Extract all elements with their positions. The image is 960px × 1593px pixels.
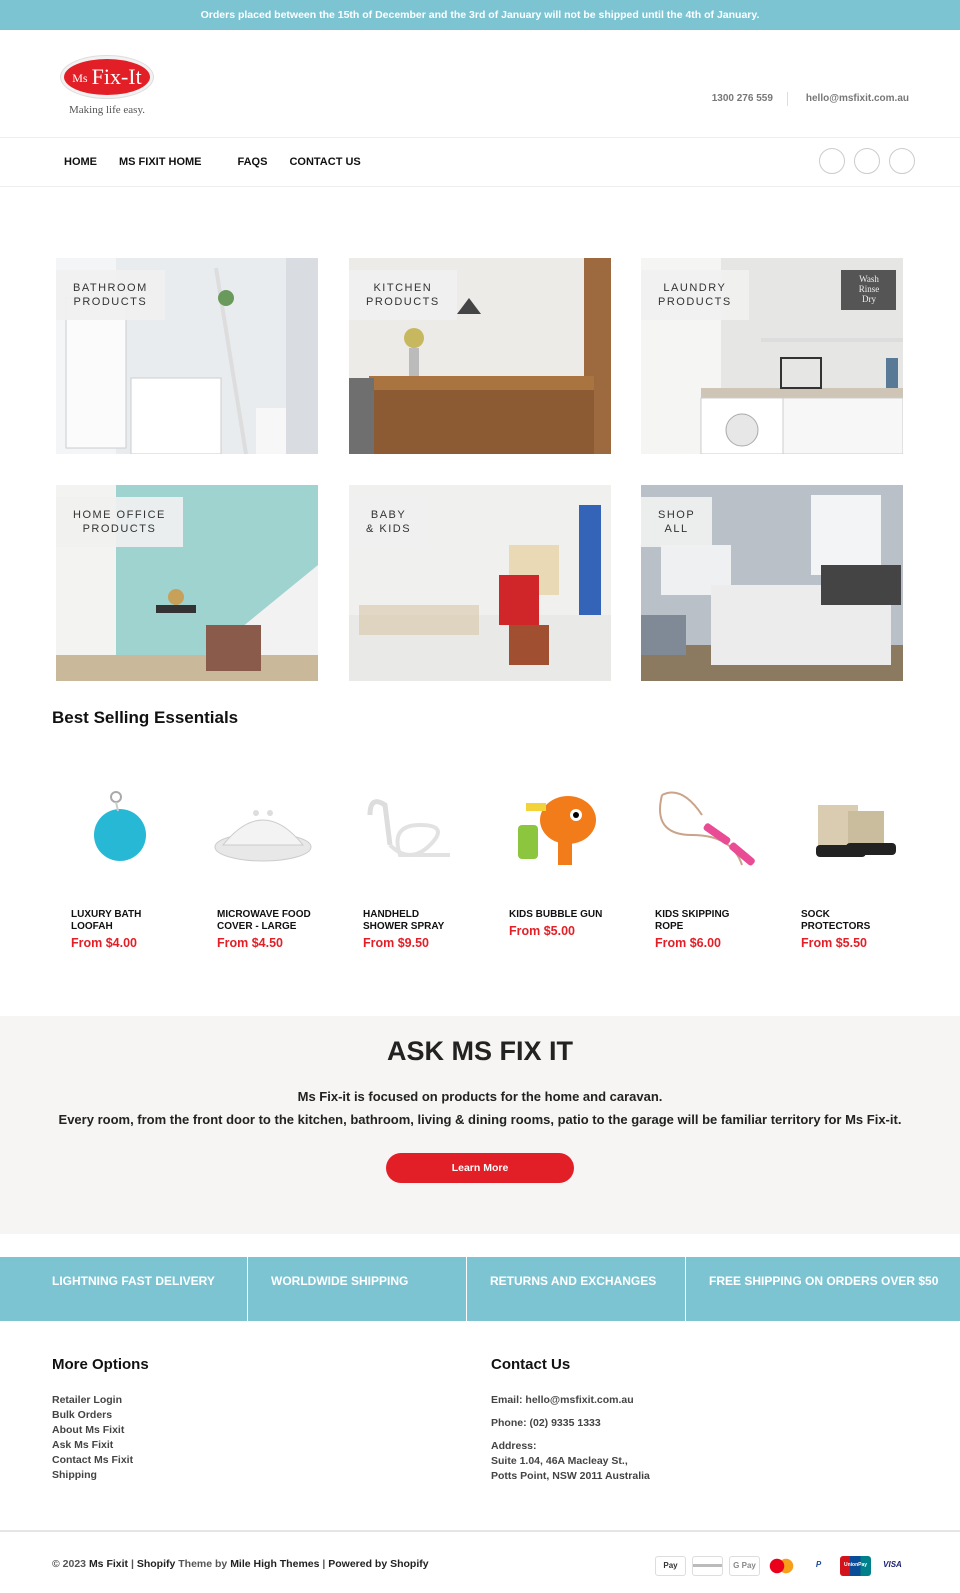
footer-link-contact[interactable]: Contact Ms Fixit <box>52 1454 134 1466</box>
product-name: HANDHELD SHOWER SPRAY <box>363 909 445 932</box>
mastercard-icon <box>766 1556 797 1576</box>
logo-fixit: Fix-It <box>91 64 142 89</box>
footer-bottom <box>0 1530 960 1593</box>
announcement-bar: Orders placed between the 15th of December and the 3rd of January will not be shipped until the 4th of January. <box>0 0 960 30</box>
copyright-sep-2: | <box>322 1558 326 1570</box>
collection-home-office[interactable] <box>56 485 318 681</box>
collection-label: HOME OFFICE PRODUCTS <box>56 497 183 547</box>
product-name: SOCK PROTECTORS <box>801 909 871 932</box>
footer-link-bulk-orders[interactable]: Bulk Orders <box>52 1409 113 1421</box>
header-contact <box>712 93 909 106</box>
header-email[interactable]: hello@msfixit.com.au <box>805 93 909 104</box>
nav-faqs[interactable]: FAQS <box>237 156 268 168</box>
main-nav <box>0 138 960 187</box>
contact-address-1: Suite 1.04, 46A Macleay St., <box>491 1455 628 1467</box>
contact-address-2: Potts Point, NSW 2011 Australia <box>491 1470 650 1482</box>
logo-badge <box>61 56 153 98</box>
copyright <box>52 1558 429 1570</box>
footer-link-about[interactable]: About Ms Fixit <box>52 1424 125 1436</box>
logo[interactable] <box>61 56 157 116</box>
product-name: MICROWAVE FOOD COVER - LARGE <box>217 909 311 932</box>
product-price: From $4.50 <box>217 936 284 950</box>
product-card[interactable] <box>490 775 612 938</box>
logo-ms: Ms <box>72 71 88 85</box>
instagram-icon[interactable] <box>854 148 880 174</box>
product-image <box>788 775 906 887</box>
copyright-shopify-link[interactable]: Shopify <box>136 1558 176 1570</box>
nav-ms-fixit-home[interactable]: MS FIXIT HOME <box>119 156 202 168</box>
feature-returns: RETURNS AND EXCHANGES <box>467 1257 686 1321</box>
product-card[interactable] <box>198 775 320 950</box>
features-band <box>0 1257 960 1321</box>
copyright-store-link[interactable]: Ms Fixit <box>88 1558 129 1570</box>
learn-more-button[interactable]: Learn More <box>386 1153 574 1183</box>
copyright-theme-by: Theme by <box>178 1558 228 1570</box>
social-links <box>819 148 915 174</box>
collection-label: BATHROOM PRODUCTS <box>56 270 165 320</box>
collection-kitchen[interactable] <box>349 258 611 454</box>
laundry-sign-text: Wash Rinse Dry <box>858 274 880 304</box>
footer-link-shipping[interactable]: Shipping <box>52 1469 97 1481</box>
footer-link-ask[interactable]: Ask Ms Fixit <box>52 1439 114 1451</box>
product-price: From $6.00 <box>655 936 722 950</box>
product-image <box>350 775 468 887</box>
copyright-sep-1: | <box>130 1558 134 1570</box>
product-card[interactable] <box>52 775 174 950</box>
collection-bathroom[interactable] <box>56 258 318 454</box>
payment-icons <box>655 1556 908 1576</box>
apple-pay-icon: Pay <box>655 1556 686 1576</box>
product-name: KIDS SKIPPING ROPE <box>655 909 730 932</box>
feature-free-shipping: FREE SHIPPING ON ORDERS OVER $50 <box>709 1274 939 1288</box>
paypal-icon: P <box>803 1556 834 1576</box>
ask-line-2: Every room, from the front door to the kitchen, bathroom, living & dining rooms, patio to the garage will be familiar territory for Ms Fix-it. <box>58 1112 902 1127</box>
footer-more-options <box>52 1356 149 1483</box>
product-image <box>642 775 760 887</box>
ask-ms-fixit-section <box>0 1016 960 1234</box>
copyright-prefix: © 2023 <box>52 1558 87 1570</box>
product-image <box>58 775 176 887</box>
card-icon <box>692 1556 723 1576</box>
contact-phone[interactable]: Phone: (02) 9335 1333 <box>491 1417 601 1429</box>
collection-shop-all[interactable] <box>641 485 903 681</box>
best-selling-title: Best Selling Essentials <box>52 708 239 727</box>
product-price: From $5.00 <box>509 924 576 938</box>
visa-icon: VISA <box>877 1556 908 1576</box>
product-name: KIDS BUBBLE GUN <box>509 909 603 920</box>
collection-label: KITCHEN PRODUCTS <box>349 270 457 320</box>
product-list <box>52 775 908 975</box>
facebook-icon[interactable] <box>819 148 845 174</box>
site-header <box>0 30 960 138</box>
collection-label: LAUNDRY PRODUCTS <box>641 270 749 320</box>
footer-link-retailer-login[interactable]: Retailer Login <box>52 1394 123 1406</box>
copyright-powered-link[interactable]: Powered by Shopify <box>328 1558 429 1570</box>
logo-tagline: Making life easy. <box>69 104 145 116</box>
divider <box>787 92 788 106</box>
product-card[interactable] <box>782 775 904 950</box>
contact-email[interactable]: Email: hello@msfixit.com.au <box>491 1394 634 1406</box>
collection-baby-kids[interactable] <box>349 485 611 681</box>
product-price: From $5.50 <box>801 936 868 950</box>
collection-label: SHOP ALL <box>641 497 712 547</box>
ask-title: ASK MS FIX IT <box>386 1036 573 1066</box>
product-image <box>204 775 322 887</box>
google-pay-icon: G Pay <box>729 1556 760 1576</box>
product-card[interactable] <box>344 775 466 950</box>
contact-title: Contact Us <box>491 1356 571 1373</box>
nav-contact-us[interactable]: CONTACT US <box>289 156 361 168</box>
product-name: LUXURY BATH LOOFAH <box>71 909 142 932</box>
copyright-theme-link[interactable]: Mile High Themes <box>230 1558 320 1570</box>
feature-fast-delivery: LIGHTNING FAST DELIVERY <box>0 1257 248 1321</box>
pinterest-icon[interactable] <box>889 148 915 174</box>
contact-address-label: Address: <box>491 1440 537 1452</box>
more-options-title: More Options <box>52 1356 149 1373</box>
product-price: From $9.50 <box>363 936 430 950</box>
footer-contact <box>491 1356 650 1484</box>
ask-line-1: Ms Fix-it is focused on products for the home and caravan. <box>297 1089 663 1104</box>
collection-label: BABY & KIDS <box>349 497 428 547</box>
product-image <box>496 775 614 887</box>
header-phone[interactable]: 1300 276 559 <box>711 93 773 104</box>
collection-laundry[interactable] <box>641 258 903 454</box>
unionpay-icon: UnionPay <box>840 1556 871 1576</box>
nav-home[interactable]: HOME <box>64 156 97 168</box>
feature-worldwide-shipping: WORLDWIDE SHIPPING <box>248 1257 467 1321</box>
product-card[interactable] <box>636 775 758 950</box>
product-price: From $4.00 <box>71 936 138 950</box>
